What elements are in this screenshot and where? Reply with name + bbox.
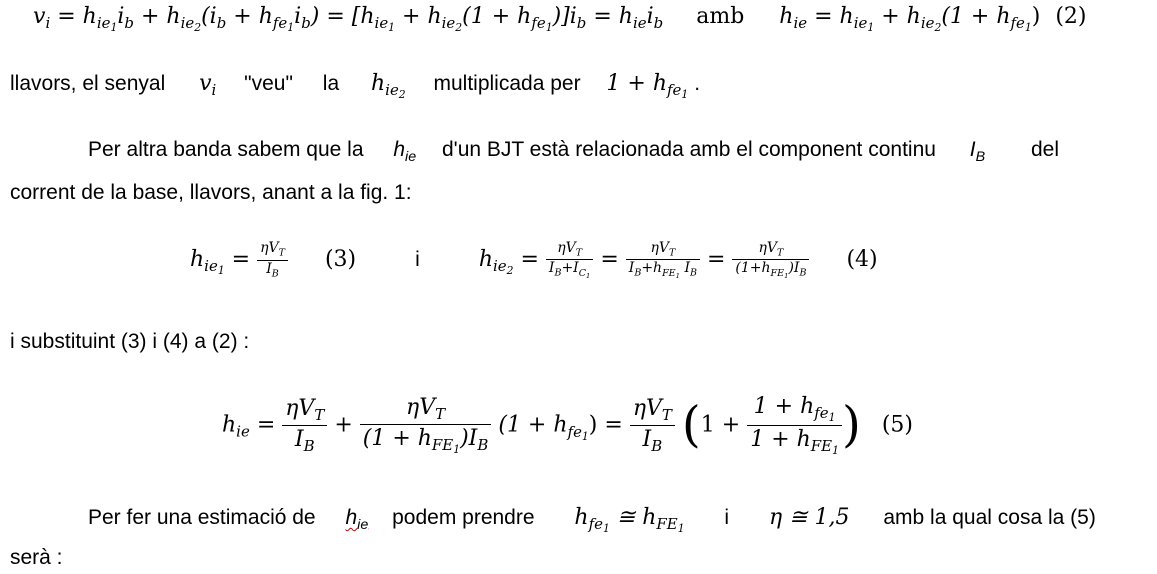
var-hie: $h_{ie}$ <box>393 138 417 165</box>
expr-1-plus-hfe1: $1 + h_{fe_1}$ <box>606 71 689 102</box>
fraction-4b: $\frac{\eta V_T}{I_B+h_{FE_1} I_B}$ <box>626 240 700 280</box>
paragraph-2-line-1: Per altra banda sabem que la $h_{ie}$ d'un BJT està relacionada amb el component continu $I_B$ del <box>88 138 1060 165</box>
paragraph-4-line-1: Per fer una estimació de $h_{ie}$ podem prendre $h_{fe_1}$ ≅ $h_{FE_1}$ i η ≅ 1,5 amb la qual cosa la (5) <box>88 505 1096 536</box>
equation-2: $v_i = h_{ie_1}i_b + h_{ie_2}(i_b + h_{fe_1}i_b) = [h_{ie_1} + h_{ie_2}(1 + h_{fe_1})]i_b = h_{ie}i_b$ amb $h_{ie} = h_{ie_1} + h_{ie_2}(1 + h_{fe_1})$ (2) <box>33 4 1087 35</box>
paragraph-1: llavors, el senyal $v_i$ "veu" la $h_{ie_2}$ multiplicada per $1 + h_{fe_1}$ . <box>10 71 701 102</box>
var-ib: $I_B$ <box>969 138 986 165</box>
equations-3-4: $h_{ie_1}$ = $\frac{\eta V_T}{I_B}$ (3) i $h_{ie_2}$ = $\frac{\eta V_T}{I_B+I_{C_1}}$ = $\frac{\eta V_T}{I_B+h_{FE_1} I_B}$ = $\frac{\eta V_T}{(1+h_{FE_1})I_B}$ (4) <box>190 240 878 280</box>
fraction-4a: $\frac{\eta V_T}{I_B+I_{C_1}}$ <box>546 240 593 280</box>
equation-number-2: (2) <box>1055 4 1087 29</box>
var-vi: $v_i$ <box>199 71 217 100</box>
fraction-5a: $\frac{\eta V_T}{I_B}$ <box>282 395 327 456</box>
fraction-4c: $\frac{\eta V_T}{(1+h_{FE_1})I_B}$ <box>732 240 809 280</box>
paragraph-3: i substituint (3) i (4) a (2) : <box>10 330 250 353</box>
fraction-5c: $\frac{\eta V_T}{I_B}$ <box>630 395 675 456</box>
word-amb: amb <box>696 4 745 29</box>
paragraph-4-line-2: serà : <box>10 546 63 569</box>
paragraph-2-line-2: corrent de la base, llavors, anant a la fig. 1: <box>10 181 412 204</box>
var-hie-estimate: $h_{ie}$ <box>345 506 369 533</box>
equation-5: $h_{ie}$ = $\frac{\eta V_T}{I_B}$ + $\frac{\eta V_T}{(1 + h_{FE_1})I_B}$ $(1 + h_{fe_1})$ = $\frac{\eta V_T}{I_B}$ (1 + $\frac{1 + h_{fe_1}}{1 + h_{FE_1}}$ ) (5) <box>222 394 914 458</box>
fraction-3: $\frac{\eta V_T}{I_B}$ <box>257 240 288 279</box>
approx-hfe: $h_{fe_1}$ ≅ $h_{FE_1}$ <box>574 505 685 536</box>
var-hie2: $h_{ie_2}$ <box>370 71 406 102</box>
equation-number-5: (5) <box>881 412 914 438</box>
fraction-5b: $\frac{\eta V_T}{(1 + h_{FE_1})I_B}$ <box>360 394 492 457</box>
approx-eta: η ≅ 1,5 <box>768 505 850 530</box>
fraction-5d: $\frac{1 + h_{fe_1}}{1 + h_{FE_1}}$ <box>747 393 842 458</box>
equation-number-4: (4) <box>846 247 878 273</box>
conjunction-i: i <box>415 248 420 272</box>
equation-number-3: (3) <box>324 247 357 273</box>
